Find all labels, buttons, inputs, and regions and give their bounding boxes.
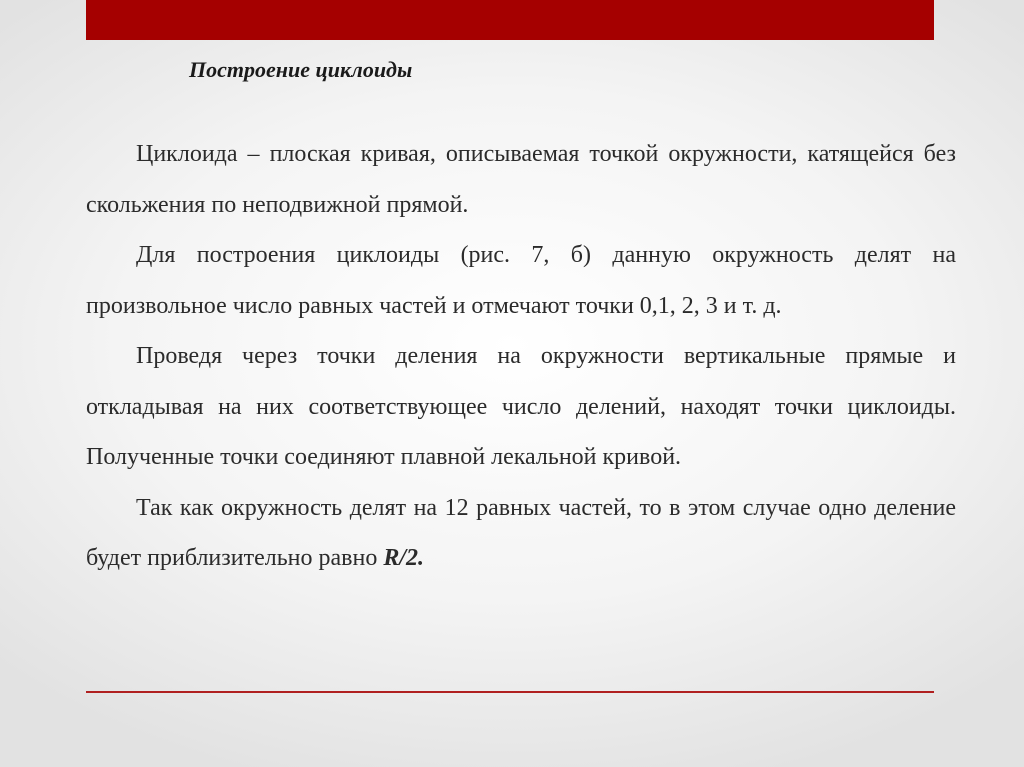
- paragraph-definition: Циклоида – плоская кривая, описываемая точкой окружности, катящейся без скольжения по неподвижной прямой.: [86, 141, 956, 218]
- paragraph-division-text: Так как окружность делят на 12 равных частей, то в этом случае одно деление будет приблизительно равно: [86, 494, 956, 571]
- paragraph-construction: Для построения циклоиды (рис. 7, б) данную окружность делят на произвольное число равных частей и отмечают точки 0,1, 2, 3 и т. д.: [86, 242, 956, 319]
- formula-r-half: R/2.: [383, 545, 425, 571]
- paragraph-procedure: Проведя через точки деления на окружности вертикальные прямые и откладывая на них соответствующее число делений, находят точки циклоиды. Полученные точки соединяют плавной лекальной кривой.: [86, 343, 956, 470]
- slide-title: Построение циклоиды: [189, 57, 413, 82]
- slide-body: [86, 129, 956, 584]
- footer-divider: [86, 691, 934, 693]
- header-bar: [86, 0, 934, 40]
- paragraph-division: [86, 483, 956, 584]
